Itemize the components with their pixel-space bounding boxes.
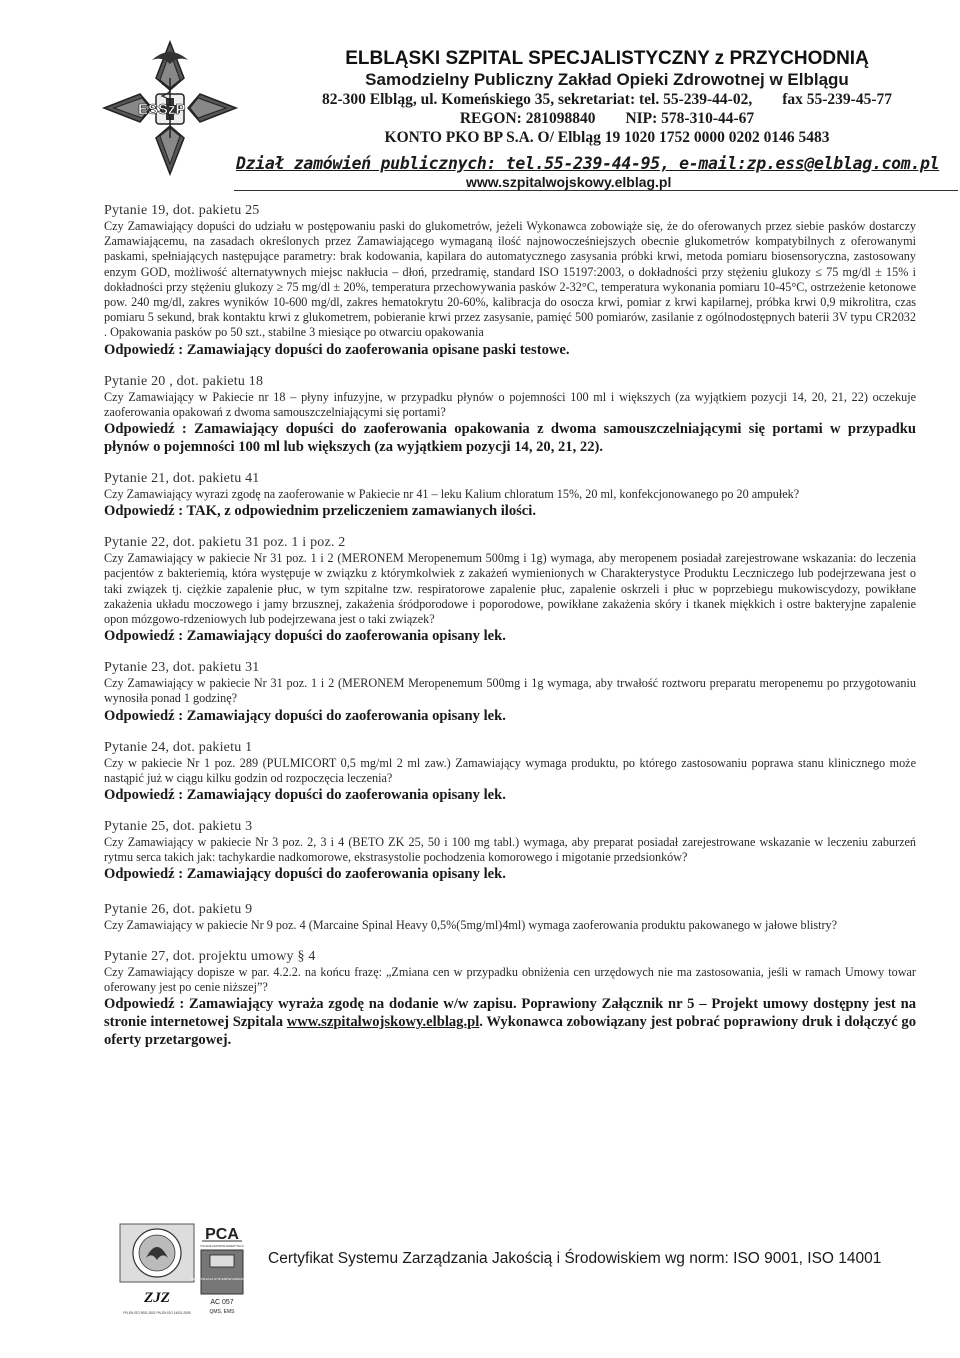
zjz-label: ZJZ: [144, 1290, 170, 1306]
pca-cert-type: QMS, EMS: [209, 1309, 235, 1315]
question-title: Pytanie 21, dot. pakietu 41: [104, 471, 260, 487]
question-text: Czy Zamawiający w Pakiecie nr 18 – płyny infuzyjne, w przypadku płynów o pojemności 100 ml i większych (za wyjątkiem pozycji 14, 20, 21, 22) oczekuje zaoferowania opakowań z dwoma samouszczelniającymi się portami?: [104, 389, 916, 419]
question-text: Czy Zamawiający dopisze w par. 4.2.2. na końcu frazę: „Zmiana cen w przypadku obniżenia cen urzędowych nie ma zastosowania, jeśli w ramach Umowy towar oferowany jest po cenie niższej”?: [104, 964, 916, 994]
qa-item: [104, 901, 916, 933]
question-title: Pytanie 26, dot. pakietu 9: [104, 902, 253, 918]
question-title: Pytanie 25, dot. pakietu 3: [104, 819, 253, 835]
zjz-seal-icon: [118, 1222, 196, 1318]
qa-list: [104, 202, 916, 1063]
website-link[interactable]: www.szpitalwojskowy.elblag.pl: [466, 174, 672, 190]
hospital-subtitle: Samodzielny Publiczny Zakład Opieki Zdrowotnej w Elblągu: [365, 70, 849, 89]
question-title: Pytanie 23, dot. pakietu 31: [104, 660, 260, 676]
address-text: 82-300 Elbląg, ul. Komeńskiego 35, sekretariat: tel. 55-239-44-02,: [321, 91, 753, 108]
answer-text: Odpowiedź : Zamawiający dopuści do zaoferowania opisany lek.: [104, 787, 506, 804]
answer-text: Odpowiedź : Zamawiający dopuści do zaoferowania opisany lek.: [104, 707, 506, 724]
answer-text: Odpowiedź : Zamawiający dopuści do zaoferowania opisany lek.: [104, 866, 506, 883]
letterhead: [0, 0, 960, 190]
qa-item: [104, 739, 916, 804]
pca-accreditation-logo: [190, 1222, 254, 1318]
qa-item: [104, 202, 916, 359]
answer-text-end: . Wykonawca zobowiązany jest pobrać poprawiony druk i dołączyć go oferty przetargowej.: [104, 1014, 916, 1049]
qa-item: [104, 534, 916, 645]
question-text: Czy w pakiecie Nr 1 poz. 289 (PULMICORT 0,5 mg/ml 2 ml zaw.) Zamawiający wymaga produktu, po którego zastosowaniu poprawa stanu klinicznego może nastąpić już w ciągu kilku godzin od rozpoczęcia leczenia?: [104, 755, 916, 785]
question-title: Pytanie 20 , dot. pakietu 18: [104, 373, 264, 389]
pca-badge-icon: [190, 1222, 254, 1318]
question-title: Pytanie 27, dot. projektu umowy § 4: [104, 948, 316, 964]
certification-footer: [0, 1214, 960, 1324]
answer-text: Odpowiedź : Zamawiający dopuści do zaoferowania opisane paski testowe.: [104, 341, 570, 358]
procurement-dept-contact: Dział zamówień publicznych: tel.55-239-44-95, e-mail:zp.ess@elblag.com.pl: [236, 154, 940, 173]
hospital-website-link[interactable]: www.szpitalwojskowy.elblag.pl: [286, 1014, 480, 1031]
qa-item: [104, 373, 916, 456]
header-divider: [234, 190, 958, 191]
bank-account: KONTO PKO BP S.A. O/ Elbląg 19 1020 1752 0000 0202 0146 5483: [384, 129, 830, 146]
question-text: Czy Zamawiający w pakiecie Nr 31 poz. 1 i 2 (MERONEM Meropenemum 500mg i 1g) wymaga, aby meropenem posiadał zarejestrowane wskazania: do leczenia pacjentów z bakteriemią, która występuje w związku z którymkolwiek z zakażeń wymienionych w Charakterystyce Produktu Leczniczego lub podejrzewana jest o taki związek tj. ciężkie zapalenie płuc, w tym szpitalne tzw. respiratorowe zapalenie płuc, zapalenie oskrzeli i płuc w poprzebiegu mukowiscydozy, powikłane zakażenia układu moczowego i jamy brzusznej, zakażenia śródporodowe i poporodowe, powikłane zakażenia skóry i tkanek miękkich i ostre bakteryjne zapalenie opon mózgowo-rdzeniowych lub podejrzewana jest o taki związek?: [104, 551, 916, 627]
letterhead-text-block: [262, 48, 952, 147]
answer-text: Odpowiedź : TAK, z odpowiednim przeliczeniem zamawianych ilości.: [104, 503, 536, 520]
question-text: Czy Zamawiający w pakiecie Nr 31 poz. 1 i 2 (MERONEM Meropenemum 500mg i 1g wymaga, aby trwałość roztworu preparatu meropenemu po przygotowaniu wynosiła ponad 1 godzinę?: [104, 676, 916, 706]
pca-full-name: POLSKIE CENTRUM AKREDYTACJI: [200, 1245, 244, 1248]
question-title: Pytanie 24, dot. pakietu 1: [104, 739, 253, 755]
question-text: Czy Zamawiający dopuści do udziału w postępowaniu paski do glukometrów, jeżeli Wykonawca zobowiąże się, że do oferowanych przez siebie pasków dostarczy Zamawiającemu, na zasadach określonych przez Zamawiającego wymaganą ilość najnowocześniejszych obecnie glukometrów kompatybilnych z oferowanymi paskami, spełniających następujące parametry: brak kodowania, kapilara do automatycznego zasysania próbki krwi, metoda pomiaru biosensoryczna, zastosowany enzym GOD, możliwość alternatywnych miejsc nakłucia – dłoń, przedramię, standard ISO 15197:2003, o dokładności przy stężeniu glukozy ≤ 75 mg/dl ± 15% i dokładności przy stężeniu glukozy ≥ 75 mg/dl ± 20%, temperatura przechowywania pasków 2-32°C, temperatura wykonania pomiaru 10-45°C, ostrzeżenie ketonowe pow. 240 mg/dl, zakres wyników 10-600 mg/dl, zakres hematokrytu 20-60%, kalibracja do osocza krwi, pomiar z krwi kapilarnej, próbka krwi 0,9 mikrolitra, czas pomiaru 5 sekund, brak kontaktu krwi z glukometrem, pobieranie krwi przez zasysanie, pamięć 500 pomiarów, zasilanie z ogólnodostępnych baterii 3V typu CR2032 . Opakowania pasków po 50 szt., stabilne 3 miesiące po otwarciu opakowania: [104, 219, 916, 340]
zjz-standards: PN-EN ISO 9001:2001 PN-EN ISO 14001:2005: [123, 1311, 191, 1315]
qa-item: [104, 948, 916, 1049]
regon-text: REGON: 281098840: [459, 110, 596, 127]
question-text: Czy Zamawiający w pakiecie Nr 3 poz. 2, 3 i 4 (BETO ZK 25, 50 i 100 mg tabl.) wymaga, aby preparat posiadał zarejestrowane wskazanie w leczeniu zaburzeń rytmu serca takich jak: tachykardie nadkomorowe, ekstrasystolie pochodzenia komorowego i migotanie przedsionków?: [104, 835, 916, 865]
answer-text: Odpowiedź : Zamawiający dopuści do zaoferowania opakowania z dwoma samouszczelniającymi się portami w przypadku płynów o pojemności 100 ml lub większych (za wyjątkiem pozycji 14, 20, 21, 22).: [104, 421, 916, 456]
pca-cert-caption: CERTYFIKACJA SYSTEMÓW ZARZĄDZANIA: [190, 1277, 254, 1281]
question-title: Pytanie 19, dot. pakietu 25: [104, 203, 260, 218]
hospital-name: ELBLĄSKI SZPITAL SPECJALISTYCZNY z PRZYCHODNIĄ: [345, 48, 869, 69]
nip-text: NIP: 578-310-44-67: [625, 110, 755, 127]
answer-text-start: Odpowiedź : Zamawiający wyraża zgodę na dodanie w/w zapisu. Poprawiony Załącznik nr 5 – Projekt umowy dostępny jest na stronie internetowej Szpitala: [104, 996, 916, 1031]
crest-letters: ESSzP: [138, 101, 186, 118]
answer-text: Odpowiedź : Zamawiający dopuści do zaoferowania opisany lek.: [104, 628, 506, 645]
regon-nip-line: [262, 109, 952, 128]
zjz-certification-logo: [118, 1222, 196, 1318]
hospital-crest-logo: [100, 38, 240, 178]
qa-item: [104, 470, 916, 520]
certificate-statement: Certyfikat Systemu Zarządzania Jakością i Środowiskiem wg norm: ISO 9001, ISO 14001: [268, 1250, 882, 1267]
pca-label: PCA: [205, 1226, 239, 1243]
pca-cert-number: AC 057: [210, 1299, 234, 1306]
address-line: [262, 90, 952, 109]
question-text: Czy Zamawiający wyrazi zgodę na zaoferowanie w Pakiecie nr 41 – leku Kalium chloratum 15%, 20 ml, konfekcjonowanego po 20 ampułek?: [104, 487, 800, 502]
qa-item: [104, 659, 916, 724]
cross-crest-icon: [100, 38, 240, 178]
answer-text: [104, 995, 916, 1049]
fax-text: fax 55-239-45-77: [782, 91, 892, 108]
qa-item: [104, 818, 916, 883]
question-title: Pytanie 22, dot. pakietu 31 poz. 1 i poz. 2: [104, 535, 346, 551]
question-text: Czy Zamawiający w pakiecie Nr 9 poz. 4 (Marcaine Spinal Heavy 0,5%(5mg/ml)4ml) wymaga zaoferowania produktu pakowanego w jałowe blistry?: [104, 918, 838, 933]
